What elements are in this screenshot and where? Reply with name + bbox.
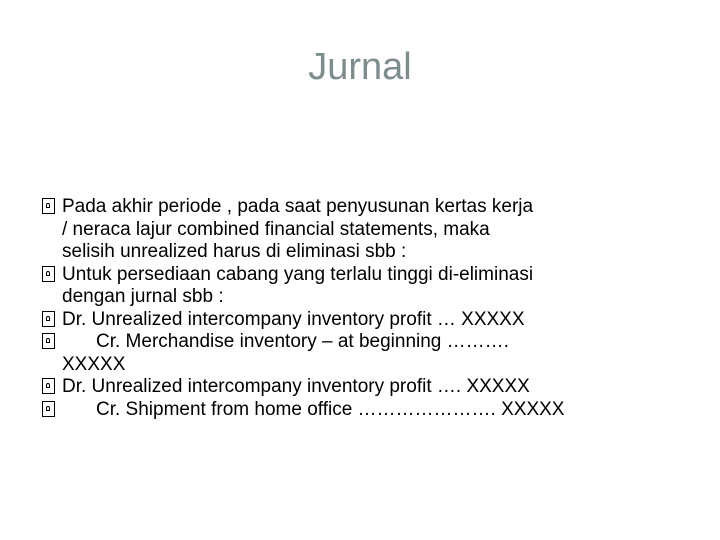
item-line: dengan jurnal sbb :: [62, 286, 224, 307]
slide-title: Jurnal: [308, 46, 412, 88]
item-line: Pada akhir periode , pada saat penyusunan kertas kerja: [62, 196, 534, 217]
list-item: [42, 196, 682, 264]
item-line: selisih unrealized harus di eliminasi sbb :: [62, 241, 407, 262]
square-bullet-icon: [42, 311, 55, 327]
item-line: Cr. Merchandise inventory – at beginning ……….: [96, 331, 509, 352]
item-line: Dr. Unrealized intercompany inventory profit … XXXXX: [62, 308, 525, 330]
square-bullet-icon: [42, 401, 55, 417]
list-item: [42, 376, 682, 399]
square-bullet-icon: [42, 198, 55, 214]
bullet-list: [42, 196, 682, 421]
item-line: Untuk persediaan cabang yang terlalu tinggi di-eliminasi: [62, 263, 534, 285]
square-bullet-icon: [42, 378, 55, 394]
list-item: [42, 399, 682, 422]
square-bullet-icon: [42, 333, 55, 349]
item-line: XXXXX: [62, 353, 126, 375]
item-line: / neraca lajur combined financial statements, maka: [62, 218, 490, 240]
list-item: [42, 331, 682, 376]
item-line: Dr. Unrealized intercompany inventory profit …. XXXXX: [62, 376, 530, 397]
square-bullet-icon: [42, 266, 55, 282]
list-item: [42, 264, 682, 309]
list-item: [42, 309, 682, 332]
item-line: Cr. Shipment from home office …………………. XXXXX: [96, 398, 565, 420]
